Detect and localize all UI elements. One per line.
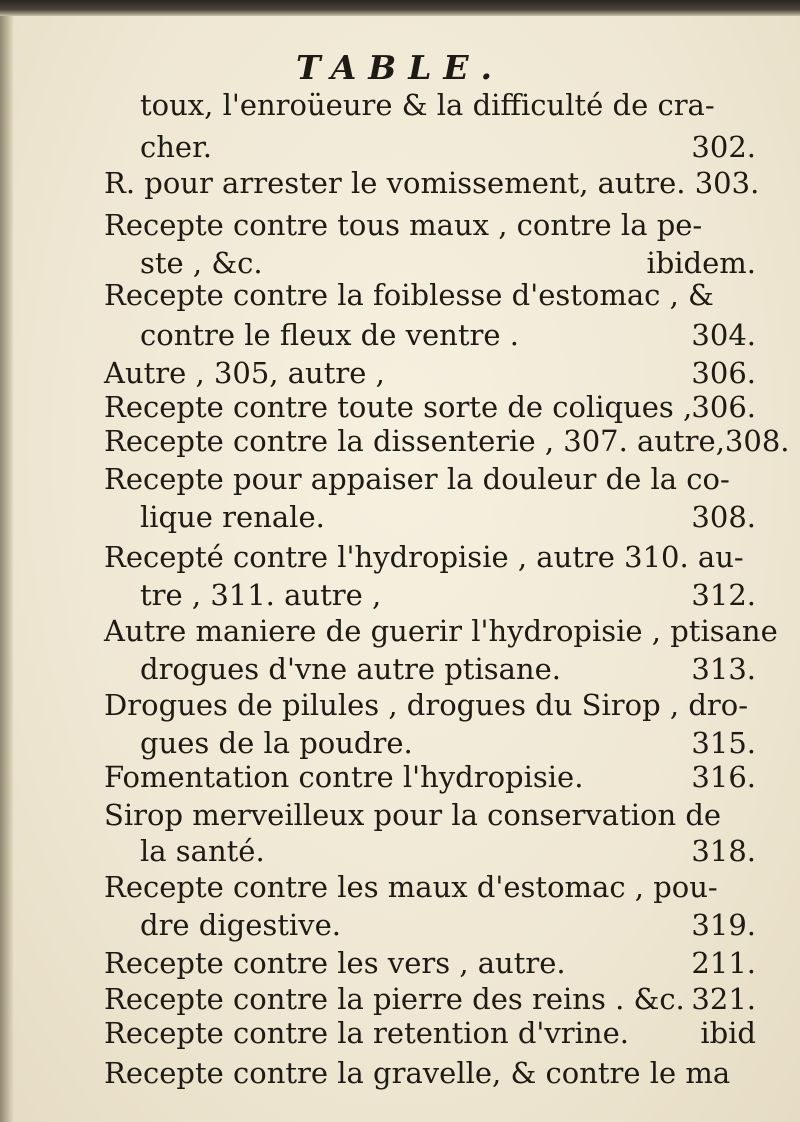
toc-line: Recepte contre la retention d'vrine. (104, 1016, 629, 1050)
toc-page-number: 321. (691, 982, 756, 1016)
toc-page-number: ibidem. (646, 246, 756, 280)
toc-line: cher. (140, 130, 212, 164)
toc-line: Recepte contre toute sorte de coliques , (104, 390, 693, 424)
toc-line: drogues d'vne autre ptisane. (140, 652, 561, 686)
toc-line: ste , &c. (140, 246, 263, 280)
toc-line: Recepte contre la dissenterie , 307. autre,308. (104, 424, 790, 458)
toc-page-number: 313. (691, 652, 756, 686)
toc-line: lique renale. (140, 500, 325, 534)
toc-page-number: 319. (691, 908, 756, 942)
toc-line: Recepte contre les maux d'estomac , pou- (104, 870, 718, 904)
toc-page-number: 308. (691, 500, 756, 534)
toc-line: Recepte contre la pierre des reins . &c. (104, 982, 685, 1016)
toc-line: Drogues de pilules , drogues du Sirop , dro- (104, 688, 749, 722)
toc-line: Sirop merveilleux pour la conservation de (104, 798, 722, 832)
toc-line: la santé. (140, 834, 265, 868)
page-header-title: TABLE. (295, 48, 505, 87)
toc-line: R. pour arrester le vomissement, autre. 303. (104, 166, 760, 200)
toc-line: Recepte pour appaiser la douleur de la co- (104, 462, 730, 496)
toc-page-number: 316. (691, 760, 756, 794)
toc-line: Recepte contre la gravelle, & contre le ma (104, 1056, 731, 1090)
toc-page-number: 312. (691, 578, 756, 612)
toc-page-number: ibid (700, 1016, 756, 1050)
toc-line: Recepte contre la foiblesse d'estomac , & (104, 278, 714, 312)
toc-line: Recepte contre tous maux , contre la pe- (104, 208, 703, 242)
toc-page-number: 211. (691, 946, 756, 980)
toc-line: Autre maniere de guerir l'hydropisie , ptisane (104, 614, 778, 648)
toc-line: gues de la poudre. (140, 726, 413, 760)
toc-line: toux, l'enroüeure & la difficulté de cra- (140, 88, 715, 122)
toc-line: tre , 311. autre , (140, 578, 382, 612)
toc-line: Fomentation contre l'hydropisie. (104, 760, 584, 794)
toc-page-number: 315. (691, 726, 756, 760)
toc-page-number: 306. (691, 356, 756, 390)
toc-page-number: 318. (691, 834, 756, 868)
toc-line: contre le fleux de ventre . (140, 318, 519, 352)
toc-page-number: 304. (691, 318, 756, 352)
toc-page-number: 306. (691, 390, 756, 424)
toc-line: Autre , 305, autre , (104, 356, 385, 390)
toc-line: Recepté contre l'hydropisie , autre 310. au- (104, 540, 744, 574)
toc-line: Recepte contre les vers , autre. (104, 946, 566, 980)
toc-line: dre digestive. (140, 908, 341, 942)
toc-page-number: 302. (691, 130, 756, 164)
